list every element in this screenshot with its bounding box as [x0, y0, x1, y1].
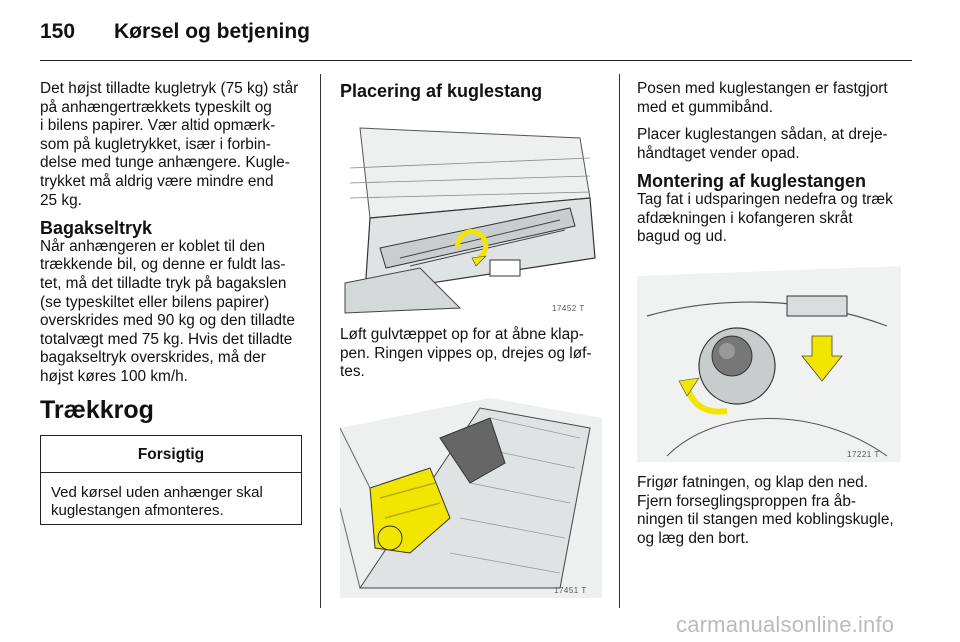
page-number: 150: [40, 20, 76, 43]
caution-box: [40, 435, 302, 525]
column-2: [340, 80, 610, 101]
caution-title: Forsigtig: [41, 436, 301, 473]
frigoer-paragraph: Frigør fatningen, og klap den ned. Fjern forseglingsproppen fra åb- ningen til stangen med koblingskugle, og læg den bort.: [637, 474, 894, 547]
placering-heading: Placering af kuglestang: [340, 81, 543, 101]
column-3: [637, 80, 917, 256]
watermark: carmanualsonline.info: [676, 612, 895, 637]
placer-paragraph: Placer kuglestangen sådan, at dreje- håndtaget vender opad.: [637, 126, 888, 162]
header-rule: [40, 60, 912, 61]
bagakseltryk-heading: Bagakseltryk: [40, 218, 153, 239]
column-3-bottom: [637, 474, 919, 557]
bumper-socket-illustration: [637, 256, 901, 462]
bagakseltryk-paragraph: Når anhængeren er koblet til den trækkende bil, og denne er fuldt las- tet, må det tilladte tryk på bagakslen (se typeskiltet eller bilens papirer) overskrides med 90 kg og den tilladte totalvægt med 75 kg. Hvis det tilladte bagakseltryk overskrides, må der højst køres 100 km/h.: [40, 237, 295, 385]
column-divider: [320, 74, 321, 608]
page-title: Kørsel og betjening: [114, 20, 311, 43]
figure-code: 17452 T: [552, 304, 585, 313]
montering-heading: Montering af kuglestangen: [637, 171, 867, 192]
figure-code: 17451 T: [554, 586, 587, 595]
intro-paragraph: Det højst tilladte kugletryk (75 kg) står på anhængertrækkets typeskilt og i bilens papirer. Vær altid opmærk- som på kugletrykket, især i forbin- delse med tunge anhængere. Kugle- trykket må aldrig være mindre end 25 kg.: [40, 80, 299, 209]
column-1: [40, 80, 310, 424]
column-2-text: [340, 326, 610, 391]
page-header: [40, 14, 920, 54]
bag-paragraph: Posen med kuglestangen er fastgjort med et gummibånd.: [637, 80, 888, 116]
caution-text: Ved kørsel uden anhænger skal kuglestangen afmonteres.: [51, 484, 263, 520]
column-divider: [619, 74, 620, 608]
trunk-floor-illustration: [340, 108, 602, 316]
tow-bar-bag-illustration: [340, 388, 602, 598]
traekkrog-heading: Trækkrog: [40, 395, 154, 424]
figure-code: 17221 T: [847, 450, 880, 459]
montering-paragraph: Tag fat i udsparingen nedefra og træk afdækningen i kofangeren skråt bagud og ud.: [637, 190, 893, 246]
lift-carpet-paragraph: Løft gulvtæppet op for at åbne klap- pen. Ringen vippes op, drejes og løf- tes.: [340, 326, 592, 381]
